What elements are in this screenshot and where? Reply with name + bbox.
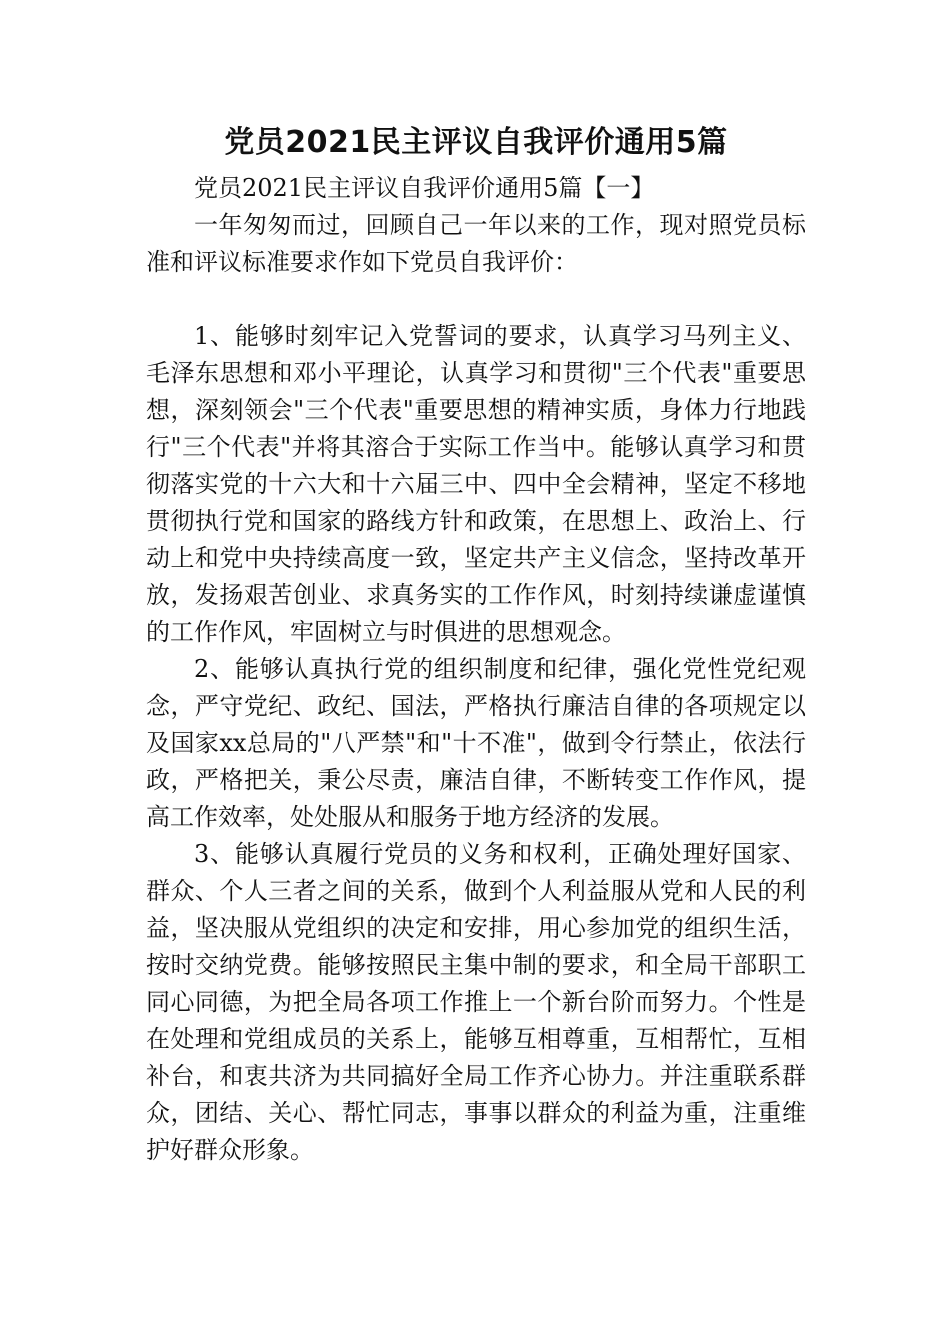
document-title: 党员2021民主评议自我评价通用5篇 [224,125,728,160]
paragraph-1: 1、能够时刻牢记入党誓词的要求，认真学习马列主义、毛泽东思想和邓小平理论，认真学习和贯彻"三个代表"重要思想，深刻领会"三个代表"重要思想的精神实质，身体力行地践行"三个代表"并将其溶合于实际工作当中。能够认真学习和贯彻落实党的十六大和十六届三中、四中全会精神，坚定不移地贯彻执行党和国家的路线方针和政策，在思想上、政治上、行动上和党中央持续高度一致，坚定共产主义信念，坚持改革开放，发扬艰苦创业、求真务实的工作作风，时刻持续谦虚谨慎的工作作风，牢固树立与时俱进的思想观念。 [146,322,806,646]
blank-line [146,281,806,318]
intro-paragraph: 一年匆匆而过，回顾自己一年以来的工作，现对照党员标准和评议标准要求作如下党员自我评价： [146,211,806,276]
paragraph-2: 2、能够认真执行党的组织制度和纪律，强化党性党纪观念，严守党纪、政纪、国法，严格执行廉洁自律的各项规定以及国家xx总局的"八严禁"和"十不准"，做到令行禁止，依法行政，严格把关，秉公尽责，廉洁自律，不断转变工作作风，提高工作效率，处处服从和服务于地方经济的发展。 [146,655,806,831]
document-body [146,118,806,1169]
section-heading: 党员2021民主评议自我评价通用5篇【一】 [194,174,655,202]
paragraph-3: 3、能够认真履行党员的义务和权利，正确处理好国家、群众、个人三者之间的关系，做到个人利益服从党和人民的利益，坚决服从党组织的决定和安排，用心参加党的组织生活，按时交纳党费。能够按照民主集中制的要求，和全局干部职工同心同德，为把全局各项工作推上一个新台阶而努力。个性是在处理和党组成员的关系上，能够互相尊重，互相帮忙，互相补台，和衷共济为共同搞好全局工作齐心协力。并注重联系群众，团结、关心、帮忙同志，事事以群众的利益为重，注重维护好群众形象。 [146,840,806,1164]
